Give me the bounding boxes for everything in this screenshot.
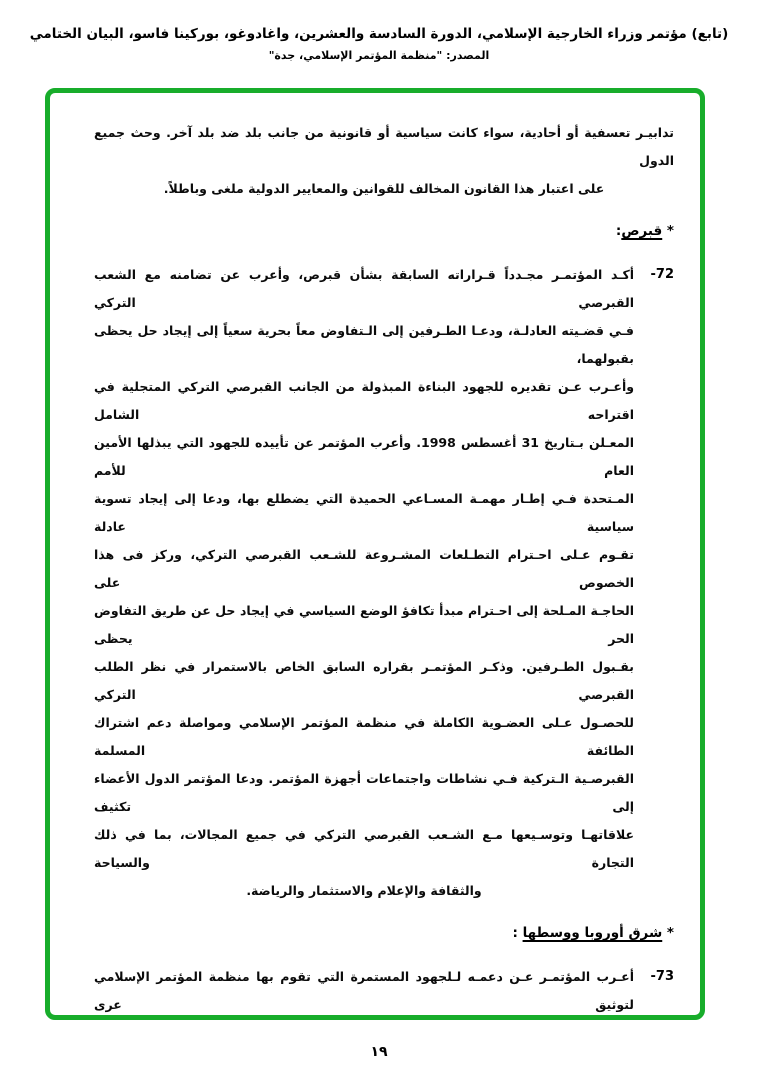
- section-heading: [94, 919, 674, 947]
- paragraph: [94, 261, 674, 905]
- source-value: "منظمة المؤتمر الإسلامي، جدة": [268, 49, 443, 62]
- document-content: [50, 93, 700, 1015]
- document-header: [0, 24, 758, 62]
- paragraph-line: علاقاتهـا وتوسـيعها مـع الشـعب القبرصي التركي في جميع المجالات، بما في ذلك التجارة والسياحة: [94, 827, 634, 870]
- heading-title: قبرص: [621, 223, 663, 239]
- paragraph-line: للحصـول عـلى العضـوية الكاملة في منظمة المؤتمر الإسلامي ومواصلة دعم اشتراك الطائفة المسلمة: [94, 715, 634, 758]
- paragraph-line: تدابيـر تعسفية أو أحادية، سواء كانت سياسية أو قانونية من جانب بلد ضد بلد آخر. وحث جميع الدول: [94, 125, 674, 168]
- paragraph: [94, 963, 674, 1015]
- paragraph-line: وأعـرب عـن تقديره للجهود البناءة المبذولة من الجانب القبرصي التركي المتجلية في اقتراحه الشامل: [94, 379, 634, 422]
- green-border-frame: [45, 88, 705, 1020]
- asterisk-marker: *: [662, 925, 674, 941]
- paragraph: [94, 119, 674, 203]
- heading-colon: :: [615, 223, 622, 239]
- paragraph-line: الحاجـة المـلحة إلى احـترام مبدأ تكافؤ الوضع السياسي في إيجاد حل عن طريق التفاوض الحر يحظى: [94, 603, 634, 646]
- header-title: (تابع) مؤتمر وزراء الخارجية الإسلامي، الدورة السادسة والعشرين، واغادوغو، بوركينا فاسو، البيان الختامي: [29, 26, 729, 42]
- asterisk-marker: *: [662, 223, 674, 239]
- paragraph-line: بقـبول الطـرفين. وذكـر المؤتمـر بقراره السابق الخاص بالاستمرار في نظر الطلب القبرصي التركي: [94, 659, 634, 702]
- paragraph-line: تقـوم عـلى احـترام التطـلعات المشـروعة للشـعب القبرصي التركي، وركز فى هذا الخصوص على: [94, 547, 634, 590]
- heading-title: شرق أوروبا ووسطها: [522, 925, 663, 941]
- paragraph-number: 73-: [650, 969, 674, 984]
- paragraph-number: 72-: [650, 267, 674, 282]
- paragraph-line: أكـد المؤتمـر مجـدداً قـراراته السابقة بشأن قبرص، وأعرب عن تضامنه مع الشعب القبرصي التركي: [94, 267, 634, 310]
- header-source: [0, 49, 758, 62]
- paragraph-line: والثقافة والإعلام والاستثمار والرياضة.: [246, 883, 482, 898]
- heading-colon: :: [512, 925, 523, 941]
- section-heading: [94, 217, 674, 245]
- paragraph-line: المـتحدة فـي إطـار مهمـة المسـاعي الحميدة التي يضطلع بها، ودعا إلى إيجاد تسوية سياسية عادلة: [94, 491, 634, 534]
- source-label: المصدر:: [446, 49, 490, 62]
- paragraph-line: المعـلن بـتاريخ 31 أغسطس 1998. وأعرب المؤتمر عن تأييده للجهود التي يبذلها الأمين العام للأمم: [94, 435, 635, 478]
- paragraph-line: القبرصـية الـتركية فـي نشاطات واجتماعات أجهزة المؤتمر. ودعا المؤتمر الدول الأعضاء إلى تكثيف: [94, 771, 634, 814]
- paragraph-lines: [94, 119, 674, 203]
- paragraph-line: أعـرب المؤتمـر عـن دعمـه لـلجهود المستمرة التي تقوم بها منظمة المؤتمر الإسلامي لتوثيق عرى: [94, 969, 634, 1012]
- paragraph-lines: [94, 261, 634, 905]
- paragraph-line: على اعتبار هذا القانون المخالف للقوانين والمعايير الدولية ملغى وباطلاً.: [163, 181, 605, 196]
- page-number: ١٩: [370, 1044, 388, 1060]
- paragraph-line: فـي قضـيته العادلـة، ودعـا الطـرفين إلى الـتفاوض معاً بحرية سعياً إلى إيجاد حل يحظى بقبولهما،: [94, 323, 634, 366]
- paragraph-lines: [94, 963, 634, 1015]
